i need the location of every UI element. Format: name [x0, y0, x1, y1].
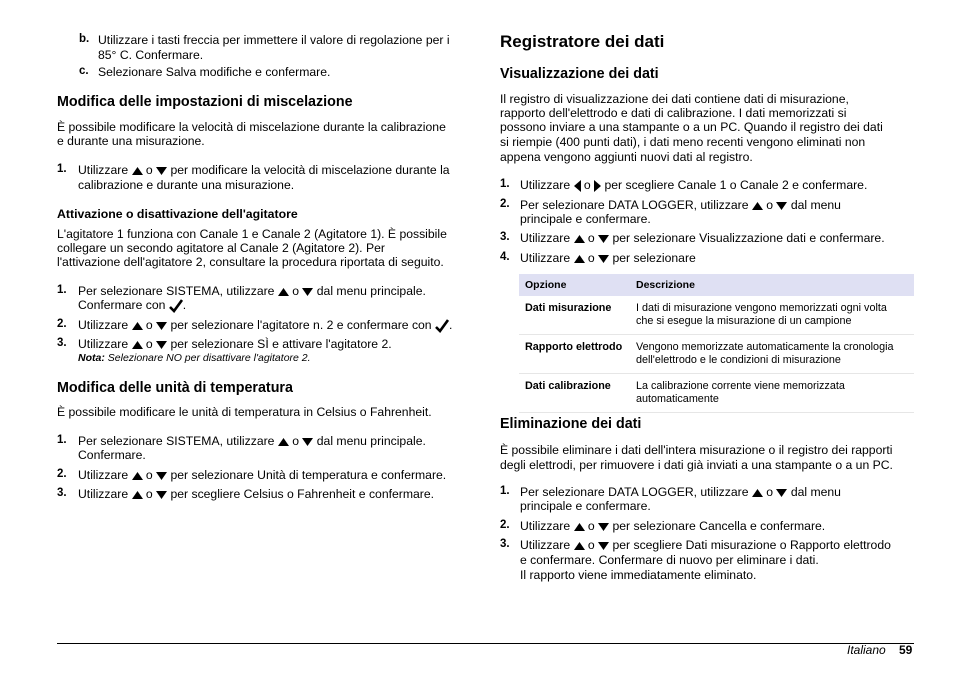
arrow-up-icon	[278, 288, 289, 296]
text: o	[766, 198, 774, 212]
text-line: collegare un secondo agitatore al Canale 2 (Agitatore 2). Per	[57, 241, 385, 255]
arrow-down-icon	[598, 235, 609, 243]
text-line: e durante una misurazione.	[57, 134, 205, 148]
text: automaticamente	[636, 393, 719, 405]
text: I dati di misurazione vengono memorizzati ogni volta	[636, 302, 887, 314]
text: o	[587, 231, 595, 245]
options-table	[519, 274, 914, 413]
step-text	[520, 251, 696, 266]
step-text	[520, 538, 891, 553]
arrow-down-icon	[156, 491, 167, 499]
arrow-up-icon	[574, 235, 585, 243]
step-label: c.	[79, 65, 89, 77]
arrow-down-icon	[776, 489, 787, 497]
text-line: degli elettrodi, per rimuovere i dati già inviati a una stampante o a un PC.	[500, 458, 893, 472]
text-line: Utilizzare i tasti freccia per immettere il valore di regolazione per i	[98, 33, 450, 47]
text: dal menu principale.	[316, 434, 426, 448]
arrow-up-icon	[132, 167, 143, 175]
page-number: 59	[899, 643, 913, 657]
step-text	[78, 487, 434, 502]
option-name: Dati calibrazione	[519, 374, 630, 413]
step-number: 3.	[500, 538, 510, 550]
step-number: 2.	[500, 519, 510, 531]
option-description	[630, 335, 914, 374]
text: Utilizzare	[520, 519, 571, 533]
text: per scegliere Canale 1 o Canale 2 e confermare.	[604, 178, 868, 192]
step-text	[520, 485, 841, 500]
text: per scegliere Dati misurazione o Rapporto elettrodo	[612, 538, 891, 552]
subsection-heading: Attivazione o disattivazione dell'agitatore	[57, 207, 298, 221]
text: Per selezionare SISTEMA, utilizzare	[78, 434, 275, 448]
option-name: Rapporto elettrodo	[519, 335, 630, 374]
arrow-up-icon	[132, 472, 143, 480]
text: o	[145, 337, 153, 351]
arrow-up-icon	[132, 322, 143, 330]
section-heading: Modifica delle impostazioni di miscelazione	[57, 94, 353, 110]
text: Utilizzare	[78, 163, 129, 177]
arrow-down-icon	[302, 288, 313, 296]
step-text	[520, 519, 825, 534]
text: che si esegue la misurazione di un campione	[636, 315, 852, 327]
step-text	[78, 163, 450, 178]
text: Utilizzare	[520, 538, 571, 552]
text-line: Selezionare Salva modifiche e confermare.	[98, 65, 331, 79]
text: Per selezionare DATA LOGGER, utilizzare	[520, 198, 749, 212]
text: o	[292, 284, 299, 298]
step-text	[78, 434, 426, 449]
text-line: principale e confermare.	[520, 499, 651, 513]
text: per selezionare l'agitatore n. 2 e confermare con	[170, 318, 432, 332]
footer-language: Italiano	[847, 643, 886, 657]
text: o	[145, 468, 153, 482]
step-number: 1.	[57, 434, 67, 446]
step-number: 1.	[500, 178, 510, 190]
text: per selezionare	[612, 251, 696, 265]
text: per scegliere Celsius o Fahrenheit e confermare.	[170, 487, 434, 501]
step-number: 1.	[57, 284, 67, 296]
step-number: 2.	[57, 468, 67, 480]
text: o	[145, 487, 153, 501]
arrow-down-icon	[156, 322, 167, 330]
text-line: possono inviare a una stampante o a un PC. Quando il registro dei dati	[500, 120, 883, 134]
text: o	[292, 434, 299, 448]
arrow-down-icon	[598, 255, 609, 263]
step-text	[78, 337, 392, 352]
text: o	[583, 178, 591, 192]
note-text: Selezionare NO per disattivare l'agitatore 2.	[107, 352, 311, 364]
text-line: principale e confermare.	[520, 212, 651, 226]
text-line: si riempie (400 punti dati), i dati meno recenti vengono eliminati non	[500, 135, 866, 149]
checkmark-icon	[435, 319, 449, 333]
text: Confermare con	[78, 298, 166, 312]
arrow-down-icon	[156, 341, 167, 349]
text: La calibrazione corrente viene memorizzata	[636, 380, 845, 392]
arrow-up-icon	[752, 202, 763, 210]
page-title: Registratore dei dati	[500, 32, 665, 51]
step-number: 3.	[500, 231, 510, 243]
column-header: Opzione	[519, 274, 630, 296]
step-text	[78, 298, 186, 313]
text: o	[145, 163, 153, 177]
section-heading: Visualizzazione dei dati	[500, 66, 659, 82]
table-row	[519, 296, 914, 335]
option-description	[630, 296, 914, 335]
text: dal menu principale.	[316, 284, 426, 298]
arrow-down-icon	[156, 472, 167, 480]
arrow-up-icon	[132, 491, 143, 499]
step-text	[520, 178, 867, 193]
step-number: 2.	[57, 318, 67, 330]
step-number: 2.	[500, 198, 510, 210]
step-label: b.	[79, 33, 90, 45]
arrow-up-icon	[752, 489, 763, 497]
arrow-down-icon	[598, 523, 609, 531]
step-text	[78, 468, 446, 483]
text: o	[587, 519, 595, 533]
step-text	[520, 231, 885, 246]
section-heading: Modifica delle unità di temperatura	[57, 380, 293, 396]
text: o	[587, 538, 595, 552]
arrow-up-icon	[574, 542, 585, 550]
section-heading: Eliminazione dei dati	[500, 416, 642, 432]
text: Per selezionare DATA LOGGER, utilizzare	[520, 485, 749, 499]
step-number: 1.	[57, 163, 67, 175]
text-line: Il rapporto viene immediatamente eliminato.	[520, 568, 757, 582]
arrow-down-icon	[156, 167, 167, 175]
text: Utilizzare	[520, 178, 571, 192]
text: o	[766, 485, 774, 499]
arrow-up-icon	[574, 523, 585, 531]
text-line: È possibile eliminare i dati dell'intera misurazione o il registro dei rapporti	[500, 443, 893, 457]
text: Utilizzare	[78, 337, 129, 351]
text-line: appena vengono aggiunti nuovi dati al registro.	[500, 150, 753, 164]
arrow-up-icon	[574, 255, 585, 263]
text: dal menu	[790, 198, 841, 212]
text: Utilizzare	[78, 468, 129, 482]
step-text	[520, 198, 841, 213]
text: Vengono memorizzate automaticamente la cronologia	[636, 341, 894, 353]
text-line: l'attivazione dell'agitatore 2, consultare la procedura riportata di seguito.	[57, 255, 444, 269]
text: .	[182, 298, 187, 312]
text-line: 85° C. Confermare.	[98, 48, 204, 62]
arrow-down-icon	[302, 438, 313, 446]
step-number: 4.	[500, 251, 510, 263]
step-number: 3.	[57, 337, 67, 349]
arrow-down-icon	[598, 542, 609, 550]
text-line: Confermare.	[78, 448, 146, 462]
text: dal menu	[790, 485, 841, 499]
text-line: È possibile modificare la velocità di miscelazione durante la calibrazione	[57, 120, 446, 134]
text: per selezionare Visualizzazione dati e confermare.	[612, 231, 885, 245]
step-text	[78, 318, 452, 333]
table-row	[519, 374, 914, 413]
option-description	[630, 374, 914, 413]
text: per selezionare SÌ e attivare l'agitatore 2.	[170, 337, 392, 351]
checkmark-icon	[169, 299, 183, 313]
text-line: calibrazione e durante una misurazione.	[78, 178, 295, 192]
step-number: 3.	[57, 487, 67, 499]
text: per modificare la velocità di miscelazione durante la	[170, 163, 450, 177]
text-line: Il registro di visualizzazione dei dati contiene dati di misurazione,	[500, 92, 849, 106]
arrow-left-icon	[574, 180, 581, 192]
text: per selezionare Unità di temperatura e confermare.	[170, 468, 447, 482]
text: Utilizzare	[520, 251, 571, 265]
option-name: Dati misurazione	[519, 296, 630, 335]
arrow-up-icon	[132, 341, 143, 349]
step-text	[78, 284, 426, 299]
text: .	[448, 318, 453, 332]
column-header: Descrizione	[630, 274, 914, 296]
text: per selezionare Cancella e confermare.	[612, 519, 826, 533]
note-label: Nota:	[78, 352, 105, 364]
text-line: È possibile modificare le unità di temperatura in Celsius o Fahrenheit.	[57, 405, 432, 419]
text: dell'elettrodo e le condizioni di misurazione	[636, 354, 841, 366]
text-line: e confermare. Confermare di nuovo per eliminare i dati.	[520, 553, 819, 567]
text: Utilizzare	[520, 231, 571, 245]
step-number: 1.	[500, 485, 510, 497]
text-line: L'agitatore 1 funziona con Canale 1 e Canale 2 (Agitatore 1). È possibile	[57, 227, 447, 241]
text: Utilizzare	[78, 487, 129, 501]
arrow-down-icon	[776, 202, 787, 210]
note	[78, 352, 311, 364]
arrow-up-icon	[278, 438, 289, 446]
text-line: rapporto dell'elettrodo e dati di calibrazione. I dati memorizzati si	[500, 106, 847, 120]
arrow-right-icon	[594, 180, 601, 192]
table-row	[519, 335, 914, 374]
text: Per selezionare SISTEMA, utilizzare	[78, 284, 275, 298]
text: Utilizzare	[78, 318, 129, 332]
footer-rule	[57, 643, 914, 644]
text: o	[145, 318, 153, 332]
table-header-row	[519, 274, 914, 296]
text: o	[587, 251, 595, 265]
